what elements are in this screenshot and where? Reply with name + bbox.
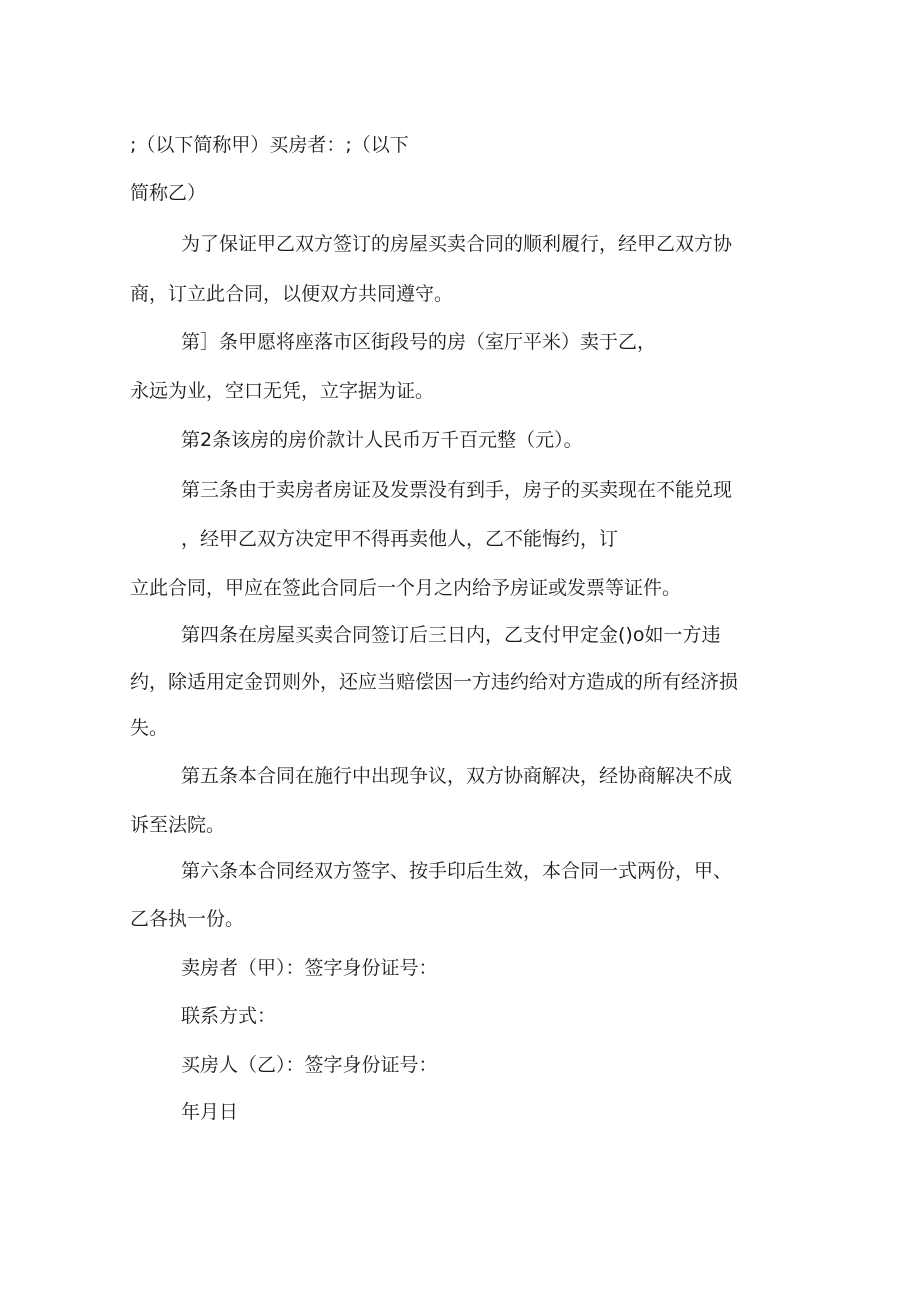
article-4-line-1: 第四条在房屋买卖合同签订后三日内，乙支付甲定金()o如一方违 bbox=[181, 624, 721, 646]
article-5-line-2: 诉至法院。 bbox=[130, 814, 226, 836]
article-5-line-1: 第五条本合同在施行中出现争议，双方协商解决，经协商解决不成 bbox=[181, 765, 733, 787]
party-line-continued: 简称乙） bbox=[130, 182, 207, 204]
date-line: 年月日 bbox=[181, 1101, 239, 1123]
seller-signature-line: 卖房者（甲）：签字身份证号： bbox=[181, 957, 438, 979]
buyer-signature-line: 买房人（乙）：签字身份证号： bbox=[181, 1054, 438, 1076]
article-6-line-1: 第六条本合同经双方签字、按手印后生效，本合同一式两份，甲、 bbox=[181, 860, 733, 882]
article-2: 第2条该房的房价款计人民币万千百元整（元）。 bbox=[181, 429, 583, 451]
article-4-line-3: 失。 bbox=[130, 717, 169, 739]
article-1-line-1: 第］条甲愿将座落市区街段号的房（室厅平米）卖于乙， bbox=[181, 331, 657, 353]
party-line: ;（以下简称甲）买房者：;（以下 bbox=[130, 134, 409, 156]
article-4-line-2: 约，除适用定金罚则外，还应当赔偿因一方违约给对方造成的所有经济损 bbox=[130, 671, 739, 693]
preamble-line-2: 商，订立此合同，以便双方共同遵守。 bbox=[130, 283, 454, 305]
preamble-line-1: 为了保证甲乙双方签订的房屋买卖合同的顺利履行，经甲乙双方协 bbox=[181, 233, 733, 255]
article-1-line-2: 永远为业，空口无凭，立字据为证。 bbox=[130, 380, 435, 402]
contact-line: 联系方式： bbox=[181, 1005, 277, 1027]
article-3-line-2: ，经甲乙双方决定甲不得再卖他人，乙不能悔约，订 bbox=[181, 528, 619, 550]
article-3-line-1: 第三条由于卖房者房证及发票没有到手，房子的买卖现在不能兑现 bbox=[181, 479, 733, 501]
article-3-line-3: 立此合同，甲应在签此合同后一个月之内给予房证或发票等证件。 bbox=[130, 577, 682, 599]
article-6-line-2: 乙各执一份。 bbox=[130, 908, 245, 930]
